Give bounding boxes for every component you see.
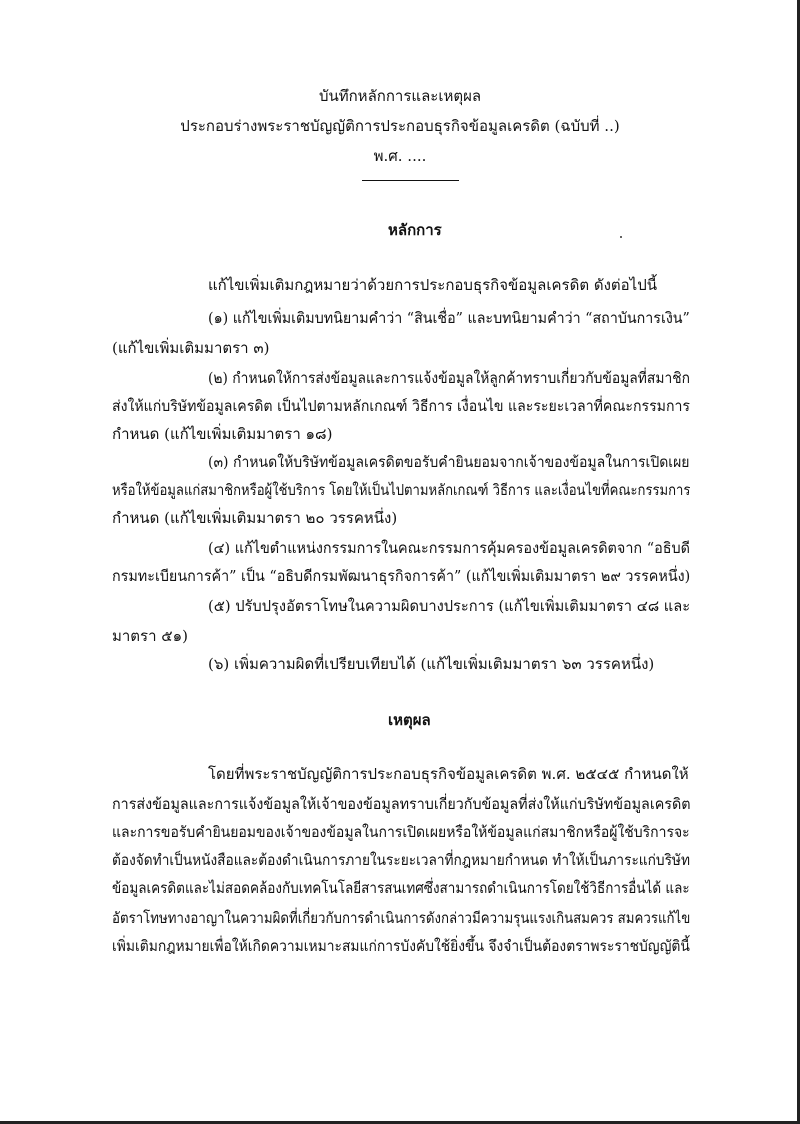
document-title: บันทึกหลักการและเหตุผล [318,87,482,105]
principle-item-5-cont: มาตรา ๕๑) [112,627,189,645]
reason-line-1: โดยที่พระราชบัญญัติการประกอบธุรกิจข้อมูลเครดิต พ.ศ. ๒๕๔๕ กำหนดให้ [208,765,689,783]
reason-line-4: ต้องจัดทำเป็นหนังสือและต้องดำเนินการภายในระยะเวลาที่กฎหมายกำหนด ทำให้เป็นภาระแก่บริษัท [112,851,690,869]
principle-item-1: (๑) แก้ไขเพิ่มเติมบทนิยามคำว่า “สินเชื่อ” และบทนิยามคำว่า “สถาบันการเงิน” [208,309,690,327]
scan-speck [620,236,622,238]
principle-item-2-cont2: กำหนด (แก้ไขเพิ่มเติมมาตรา ๑๘) [112,425,333,443]
reason-line-3: และการขอรับคำยินยอมของเจ้าของข้อมูลในการเปิดเผยหรือให้ข้อมูลแก่สมาชิกหรือผู้ใช้บริการจะ [112,823,690,841]
principle-item-4-cont: กรมทะเบียนการค้า” เป็น “อธิบดีกรมพัฒนาธุรกิจการค้า” (แก้ไขเพิ่มเติมมาตรา ๒๙ วรรคหนึ่ง) [112,567,691,585]
document-subtitle: ประกอบร่างพระราชบัญญัติการประกอบธุรกิจข้อมูลเครดิต (ฉบับที่ ..) [180,117,620,135]
principle-item-4: (๔) แก้ไขตำแหน่งกรรมการในคณะกรรมการคุ้มครองข้อมูลเครดิตจาก “อธิบดี [208,539,691,557]
reason-line-7: เพิ่มเติมกฎหมายเพื่อให้เกิดความเหมาะสมแก่การบังคับใช้ยิ่งขึ้น จึงจำเป็นต้องตราพระราชบัญญัตินี้ [112,937,690,955]
principle-item-3-cont2: กำหนด (แก้ไขเพิ่มเติมมาตรา ๒๐ วรรคหนึ่ง) [112,509,398,527]
principle-item-5: (๕) ปรับปรุงอัตราโทษในความผิดบางประการ (แก้ไขเพิ่มเติมมาตรา ๔๘ และ [208,597,691,615]
principle-item-2: (๒) กำหนดให้การส่งข้อมูลและการแจ้งข้อมูลให้ลูกค้าทราบเกี่ยวกับข้อมูลที่สมาชิก [208,369,690,387]
principle-item-2-cont: ส่งให้แก่บริษัทข้อมูลเครดิต เป็นไปตามหลักเกณฑ์ วิธีการ เงื่อนไข และระยะเวลาที่คณะกรรมการ [112,397,691,415]
reason-line-5: ข้อมูลเครดิตและไม่สอดคล้องกับเทคโนโลยีสารสนเทศซึ่งสามารถดำเนินการโดยใช้วิธีการอื่นได้ และ [112,879,690,897]
principle-item-6: (๖) เพิ่มความผิดที่เปรียบเทียบได้ (แก้ไขเพิ่มเติมมาตรา ๖๓ วรรคหนึ่ง) [208,655,655,673]
document-year: พ.ศ. .... [373,147,427,165]
principle-item-1-cont: (แก้ไขเพิ่มเติมมาตรา ๓) [112,339,270,357]
reason-line-6: อัตราโทษทางอาญาในความผิดที่เกี่ยวกับการดำเนินการดังกล่าวมีความรุนแรงเกินสมควร สมควรแก้ไข [112,909,691,927]
reason-heading: เหตุผล [388,711,431,729]
reason-line-2: การส่งข้อมูลและการแจ้งข้อมูลให้เจ้าของข้อมูลทราบเกี่ยวกับข้อมูลที่ส่งให้แก่บริษัทข้อมูลเครดิต [112,795,691,813]
title-divider [362,180,459,181]
principle-intro: แก้ไขเพิ่มเติมกฎหมายว่าด้วยการประกอบธุรกิจข้อมูลเครดิต ดังต่อไปนี้ [208,276,657,294]
principle-item-3: (๓) กำหนดให้บริษัทข้อมูลเครดิตขอรับคำยินยอมจากเจ้าของข้อมูลในการเปิดเผย [208,453,690,471]
principle-heading: หลักการ [388,221,442,239]
principle-item-3-cont: หรือให้ข้อมูลแก่สมาชิกหรือผู้ใช้บริการ โดยให้เป็นไปตามหลักเกณฑ์ วิธีการ และเงื่อนไขที่คณะกรรมการ [112,481,691,499]
